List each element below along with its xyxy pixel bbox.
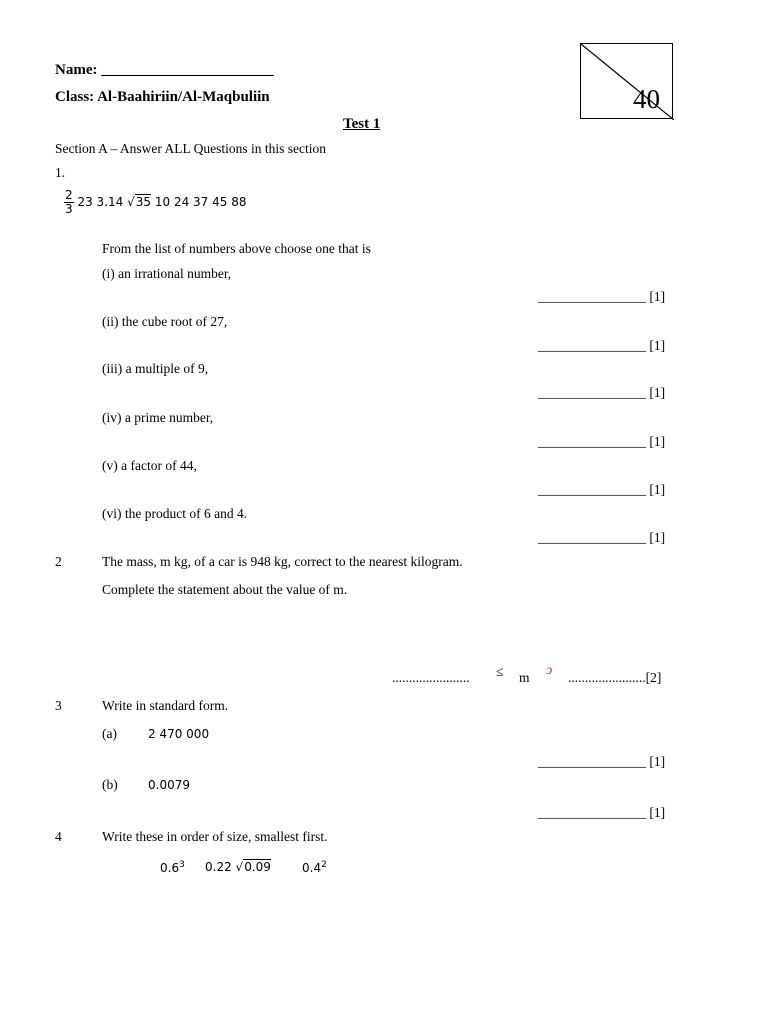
q4-value-2: 0.22 √0.09 (205, 860, 271, 874)
question-3-number: 3 (55, 698, 62, 713)
name-field-label: Name: _______________________ (55, 62, 274, 78)
question-1-intro: From the list of numbers above choose one that is (102, 241, 371, 256)
leq-symbol: ≤ (496, 664, 504, 679)
number-list: $\frac{2}{3}$ 23 3.14 √35 10 24 37 45 88 (65, 188, 247, 216)
q1-answer-line-ii[interactable]: ________________ [1] (538, 338, 666, 353)
total-score: 40 (633, 84, 660, 114)
q1-answer-line-iv[interactable]: ________________ [1] (538, 434, 666, 449)
test-title: Test 1 (343, 116, 381, 132)
question-2-instruction: Complete the statement about the value of m. (102, 582, 348, 597)
question-2-number: 2 (55, 554, 62, 569)
q4-value-3: $0.4^2$ (302, 860, 327, 875)
q1-part-iii: (iii) a multiple of 9, (102, 361, 209, 376)
question-4-text: Write these in order of size, smallest first. (102, 829, 328, 844)
q1-answer-line-vi[interactable]: ________________ [1] (538, 530, 666, 545)
q1-part-i: (i) an irrational number, (102, 266, 232, 281)
score-box-diagonal (581, 44, 674, 120)
variable-m: m (519, 670, 530, 685)
question-4-number: 4 (55, 829, 62, 844)
q1-answer-line-iii[interactable]: ________________ [1] (538, 385, 666, 400)
q3-answer-line-b[interactable]: ________________ [1] (538, 805, 666, 820)
lt-symbol: ↄ (546, 663, 553, 678)
question-2-text: The mass, m kg, of a car is 948 kg, correct to the nearest kilogram. (102, 554, 463, 569)
q1-answer-line-v[interactable]: ________________ [1] (538, 482, 666, 497)
sqrt-sign: √ (235, 860, 244, 874)
question-3-text: Write in standard form. (102, 698, 229, 713)
q1-part-v: (v) a factor of 44, (102, 458, 197, 473)
class-label: Class: Al-Baahiriin/Al-Maqbuliin (55, 89, 270, 105)
q1-part-iv: (iv) a prime number, (102, 410, 214, 425)
q3-part-b-label: (b) (102, 777, 118, 792)
q2-upper-bound-blank[interactable]: .......................[2] (568, 670, 662, 685)
q3-part-a-value: 2 470 000 (148, 727, 210, 741)
q1-part-vi: (vi) the product of 6 and 4. (102, 506, 248, 521)
section-heading: Section A – Answer ALL Questions in this section (55, 141, 326, 156)
q1-part-ii: (ii) the cube root of 27, (102, 314, 228, 329)
q1-answer-line-i[interactable]: ________________ [1] (538, 289, 666, 304)
q4-value-1: $0.6^3$ (160, 860, 185, 875)
q3-part-a-label: (a) (102, 726, 117, 741)
q2-lower-bound-blank[interactable]: ....................... (392, 670, 470, 685)
fraction-two-thirds: $\frac{2}{3}$ (65, 188, 73, 216)
sqrt-sign: √ (127, 195, 135, 209)
q3-answer-line-a[interactable]: ________________ [1] (538, 754, 666, 769)
score-box (580, 43, 673, 119)
q3-part-b-value: 0.0079 (148, 778, 190, 792)
question-1-number: 1. (55, 165, 66, 180)
